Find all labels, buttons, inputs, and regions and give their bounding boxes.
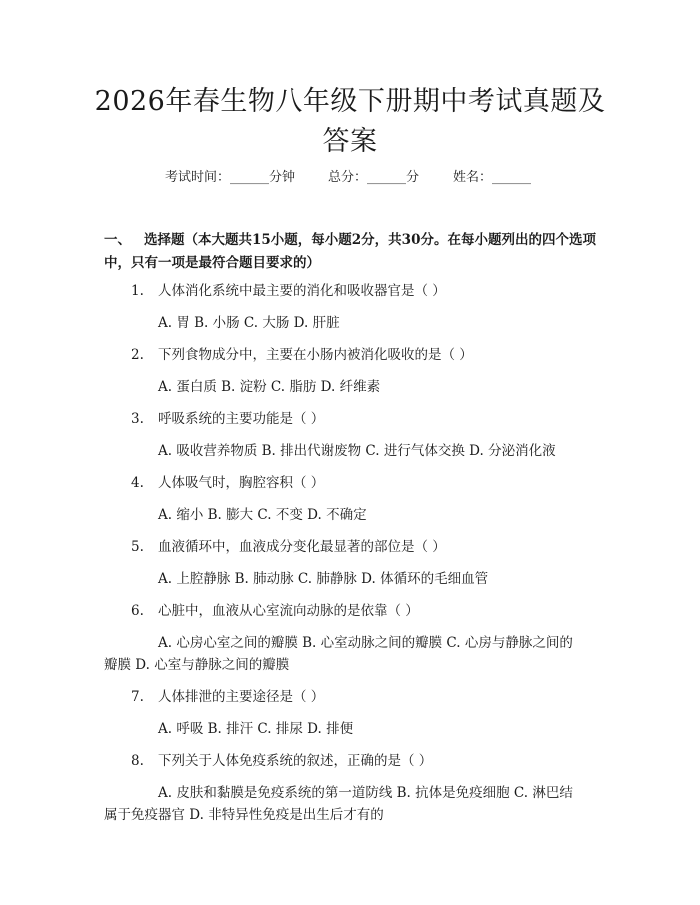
question-6 bbox=[131, 600, 601, 622]
question-6-options bbox=[104, 632, 600, 676]
question-4 bbox=[131, 472, 601, 494]
question-5-options bbox=[104, 568, 600, 590]
question-text: 血液循环中，血液成分变化最显著的部位是（ ） bbox=[158, 539, 446, 555]
page-title: 2026年春生物八年级下册期中考试真题及答案 bbox=[94, 86, 606, 157]
question-text: 呼吸系统的主要功能是（ ） bbox=[158, 411, 325, 427]
options-text: A. 胃 B. 小肠 C. 大肠 D. 肝脏 bbox=[158, 315, 340, 331]
options-text: A. 吸收营养物质 B. 排出代谢废物 C. 进行气体交换 D. 分泌消化液 bbox=[158, 443, 556, 459]
question-8-options bbox=[104, 782, 600, 826]
question-text: 人体排泄的主要途径是（ ） bbox=[158, 689, 325, 705]
question-7-options bbox=[104, 718, 600, 740]
question-text: 下列食物成分中，主要在小肠内被消化吸收的是（ ） bbox=[158, 347, 473, 363]
question-text: 人体消化系统中最主要的消化和吸收器官是（ ） bbox=[158, 283, 446, 299]
question-number: 6. bbox=[131, 603, 144, 619]
question-3-options bbox=[104, 440, 600, 462]
options-text-line-1: A. 皮肤和黏膜是免疫系统的第一道防线 B. 抗体是免疫细胞 C. 淋巴结 bbox=[158, 785, 573, 801]
question-1 bbox=[131, 280, 601, 302]
question-number: 5. bbox=[131, 539, 144, 555]
question-2-options bbox=[104, 376, 600, 398]
question-number: 1. bbox=[131, 283, 144, 299]
question-8 bbox=[131, 750, 601, 772]
question-number: 3. bbox=[131, 411, 144, 427]
total-score-field: 总分：______分 bbox=[328, 170, 420, 185]
options-text: A. 上腔静脉 B. 肺动脉 C. 肺静脉 D. 体循环的毛细血管 bbox=[158, 571, 489, 587]
options-text-line-1: A. 心房心室之间的瓣膜 B. 心室动脉之间的瓣膜 C. 心房与静脉之间的 bbox=[158, 635, 573, 651]
section-heading bbox=[104, 229, 600, 275]
question-7 bbox=[131, 686, 601, 708]
question-number: 2. bbox=[131, 347, 144, 363]
question-3 bbox=[131, 408, 601, 430]
question-5 bbox=[131, 536, 601, 558]
section-number: 一、 bbox=[104, 232, 131, 248]
question-text: 下列关于人体免疫系统的叙述，正确的是（ ） bbox=[158, 753, 433, 769]
options-text-line-2: 瓣膜 D. 心室与静脉之间的瓣膜 bbox=[104, 657, 290, 673]
question-number: 8. bbox=[131, 753, 144, 769]
question-number: 7. bbox=[131, 689, 144, 705]
question-text: 人体吸气时，胸腔容积（ ） bbox=[158, 475, 325, 491]
question-2 bbox=[131, 344, 601, 366]
options-text: A. 呼吸 B. 排汗 C. 排尿 D. 排便 bbox=[158, 721, 354, 737]
options-text-line-2: 属于免疫器官 D. 非特异性免疫是出生后才有的 bbox=[104, 807, 384, 823]
student-name-field: 姓名：______ bbox=[453, 170, 532, 185]
exam-time-field: 考试时间：______分钟 bbox=[165, 170, 296, 185]
options-text: A. 蛋白质 B. 淀粉 C. 脂肪 D. 纤维素 bbox=[158, 379, 381, 395]
question-1-options bbox=[104, 312, 600, 334]
question-text: 心脏中，血液从心室流向动脉的是依靠（ ） bbox=[158, 603, 419, 619]
section-instructions: 选择题（本大题共15小题，每小题2分，共30分。在每小题列出的四个选项中，只有一项是最符合题目要求的） bbox=[104, 232, 596, 271]
question-number: 4. bbox=[131, 475, 144, 491]
options-text: A. 缩小 B. 膨大 C. 不变 D. 不确定 bbox=[158, 507, 367, 523]
question-4-options bbox=[104, 504, 600, 526]
